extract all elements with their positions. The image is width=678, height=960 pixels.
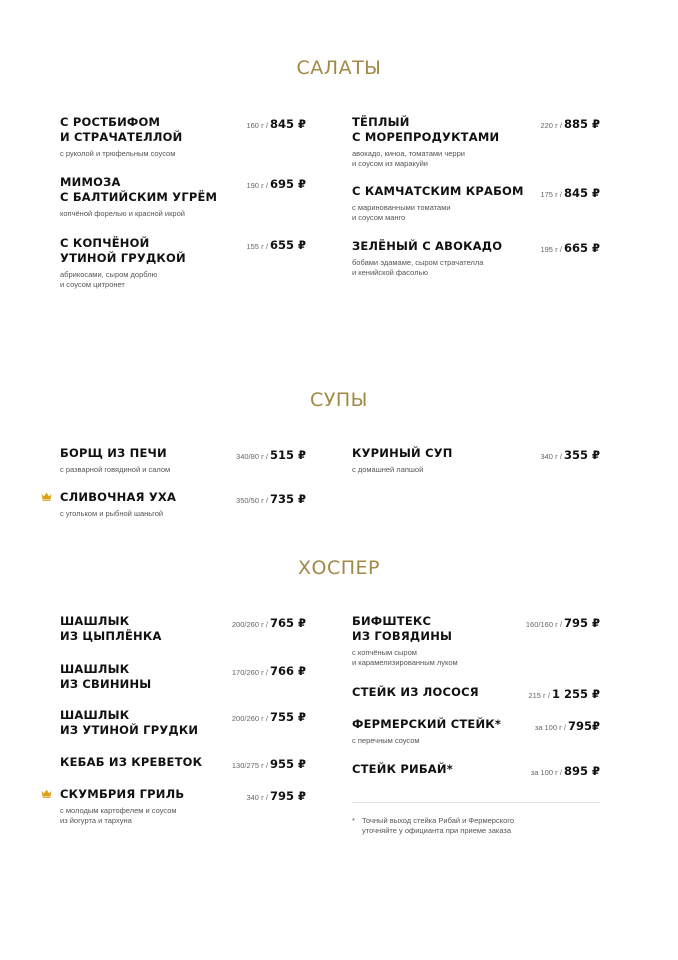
item-price-box	[540, 446, 600, 464]
item-description: с разварной говядиной и салом	[60, 465, 171, 474]
item-price-box	[246, 787, 306, 805]
menu-item	[60, 115, 306, 159]
menu-item	[60, 755, 306, 770]
item-description: бобами эдамаме, сыром страчателла и кенийской фасолью	[352, 258, 484, 277]
item-description: с перечным соусом	[352, 736, 420, 745]
item-name: МИМОЗА С БАЛТИЙСКИМ УГРЁМ	[60, 175, 218, 204]
menu-item	[352, 446, 600, 475]
menu-item	[60, 708, 306, 738]
item-price-box	[528, 685, 600, 703]
item-price-box	[236, 446, 306, 464]
item-price: 895 ₽	[563, 764, 600, 778]
item-price: 655 ₽	[269, 238, 306, 252]
item-weight: 200/260 г /	[231, 620, 268, 629]
item-price: 355 ₽	[563, 448, 600, 462]
footnote-marker: *	[352, 816, 355, 825]
item-weight: 340/80 г /	[236, 452, 268, 461]
item-name: ШАШЛЫК ИЗ СВИНИНЫ	[60, 662, 152, 691]
item-price-box	[236, 490, 306, 508]
item-price-box	[540, 184, 600, 202]
item-price: 665 ₽	[563, 241, 600, 255]
item-name: СЛИВОЧНАЯ УХА	[60, 490, 177, 504]
item-weight: 160/160 г /	[525, 620, 562, 629]
item-description: с маринованными томатами и соусом манго	[352, 203, 451, 222]
item-description: абрикосами, сыром дорблю и соусом цитронет	[60, 270, 158, 289]
item-weight: 340 г /	[246, 793, 268, 802]
item-price: 515 ₽	[269, 448, 306, 462]
item-price-box	[540, 239, 600, 257]
item-name: БИФШТЕКС ИЗ ГОВЯДИНЫ	[352, 614, 453, 643]
item-weight: 160 г /	[246, 121, 268, 130]
item-name: ШАШЛЫК ИЗ ЦЫПЛЁНКА	[60, 614, 162, 643]
item-weight: 195 г /	[540, 245, 562, 254]
menu-item	[60, 662, 306, 692]
section-title-salads: САЛАТЫ	[296, 57, 382, 79]
item-weight: 170/260 г /	[231, 668, 268, 677]
menu-item	[352, 115, 600, 168]
item-price: 695 ₽	[269, 177, 306, 191]
item-weight: за 100 г /	[534, 723, 566, 732]
item-price: 735 ₽	[269, 492, 306, 506]
item-price-box	[526, 614, 600, 632]
item-name: С КОПЧЁНОЙ УТИНОЙ ГРУДКОЙ	[60, 236, 186, 265]
section-title-hosper: ХОСПЕР	[298, 557, 380, 579]
item-name: ФЕРМЕРСКИЙ СТЕЙК*	[352, 717, 502, 731]
item-description: с руколой и трюфельным соусом	[60, 149, 176, 158]
item-price: 755 ₽	[269, 710, 306, 724]
item-price: 766 ₽	[269, 664, 306, 678]
item-price-box	[246, 236, 306, 254]
item-price-box	[246, 175, 306, 193]
item-name: С КАМЧАТСКИМ КРАБОМ	[352, 184, 524, 198]
item-name: КЕБАБ ИЗ КРЕВЕТОК	[60, 755, 203, 769]
item-weight: 190 г /	[246, 181, 268, 190]
item-price: 955 ₽	[269, 757, 306, 771]
item-price: 795₽	[567, 719, 600, 733]
item-weight: за 100 г /	[530, 768, 562, 777]
item-price: 795 ₽	[563, 616, 600, 630]
item-price-box	[232, 662, 306, 680]
menu-item	[60, 236, 306, 289]
item-description: авокадо, киноа, томатами черри и соусом из маракуйи	[352, 149, 465, 168]
item-price-box	[232, 614, 306, 632]
item-price: 1 255 ₽	[551, 687, 600, 701]
item-weight: 200/260 г /	[231, 714, 268, 723]
item-price-box	[535, 717, 600, 735]
item-weight: 155 г /	[246, 242, 268, 251]
item-name: ШАШЛЫК ИЗ УТИНОЙ ГРУДКИ	[60, 708, 199, 737]
menu-item	[352, 184, 600, 222]
item-weight: 215 г /	[528, 691, 550, 700]
item-description: с угольком и рыбной шаньгой	[60, 509, 164, 518]
item-description: с молодым картофелем и соусом из йогурта и тархуна	[60, 806, 177, 825]
menu-item	[352, 239, 600, 277]
menu-item	[60, 787, 306, 825]
item-name: СТЕЙК ИЗ ЛОСОСЯ	[352, 685, 479, 699]
section-title-soups: СУПЫ	[310, 389, 368, 411]
item-name: ЗЕЛЁНЫЙ С АВОКАДО	[352, 239, 503, 253]
item-price: 845 ₽	[563, 186, 600, 200]
crown-icon	[41, 789, 52, 798]
menu-item	[60, 614, 306, 644]
item-price-box	[531, 762, 600, 780]
menu-item	[60, 446, 306, 475]
item-price: 795 ₽	[269, 789, 306, 803]
item-description: с копчёным сыром и карамелизированным луком	[352, 648, 458, 667]
footnote-divider	[352, 802, 600, 803]
item-description: с домашней лапшой	[352, 465, 424, 474]
item-name: СТЕЙК РИБАЙ*	[352, 762, 453, 776]
menu-item	[352, 614, 600, 667]
item-weight: 175 г /	[540, 190, 562, 199]
footnote	[352, 816, 600, 836]
item-description: копчёной форелью и красной икрой	[60, 209, 185, 218]
menu-item	[60, 490, 306, 519]
menu-item	[60, 175, 306, 219]
footnote-text: Точный выход стейка Рибай и Фермерского уточняйте у официанта при приеме заказа	[362, 816, 514, 835]
item-weight: 350/50 г /	[236, 496, 268, 505]
menu-item	[352, 762, 600, 777]
item-price-box	[540, 115, 600, 133]
menu-item	[352, 685, 600, 700]
menu-item	[352, 717, 600, 746]
item-name: КУРИНЫЙ СУП	[352, 446, 453, 460]
item-price: 845 ₽	[269, 117, 306, 131]
item-name: СКУМБРИЯ ГРИЛЬ	[60, 787, 185, 801]
item-weight: 130/275 г /	[231, 761, 268, 770]
item-name: ТЁПЛЫЙ С МОРЕПРОДУКТАМИ	[352, 115, 500, 144]
item-price-box	[246, 115, 306, 133]
item-price: 885 ₽	[563, 117, 600, 131]
item-price-box	[232, 755, 306, 773]
item-weight: 340 г /	[540, 452, 562, 461]
crown-icon	[41, 492, 52, 501]
item-name: БОРЩ ИЗ ПЕЧИ	[60, 446, 167, 460]
item-price-box	[232, 708, 306, 726]
item-name: С РОСТБИФОМ И СТРАЧАТЕЛЛОЙ	[60, 115, 183, 144]
item-price: 765 ₽	[269, 616, 306, 630]
item-weight: 220 г /	[540, 121, 562, 130]
